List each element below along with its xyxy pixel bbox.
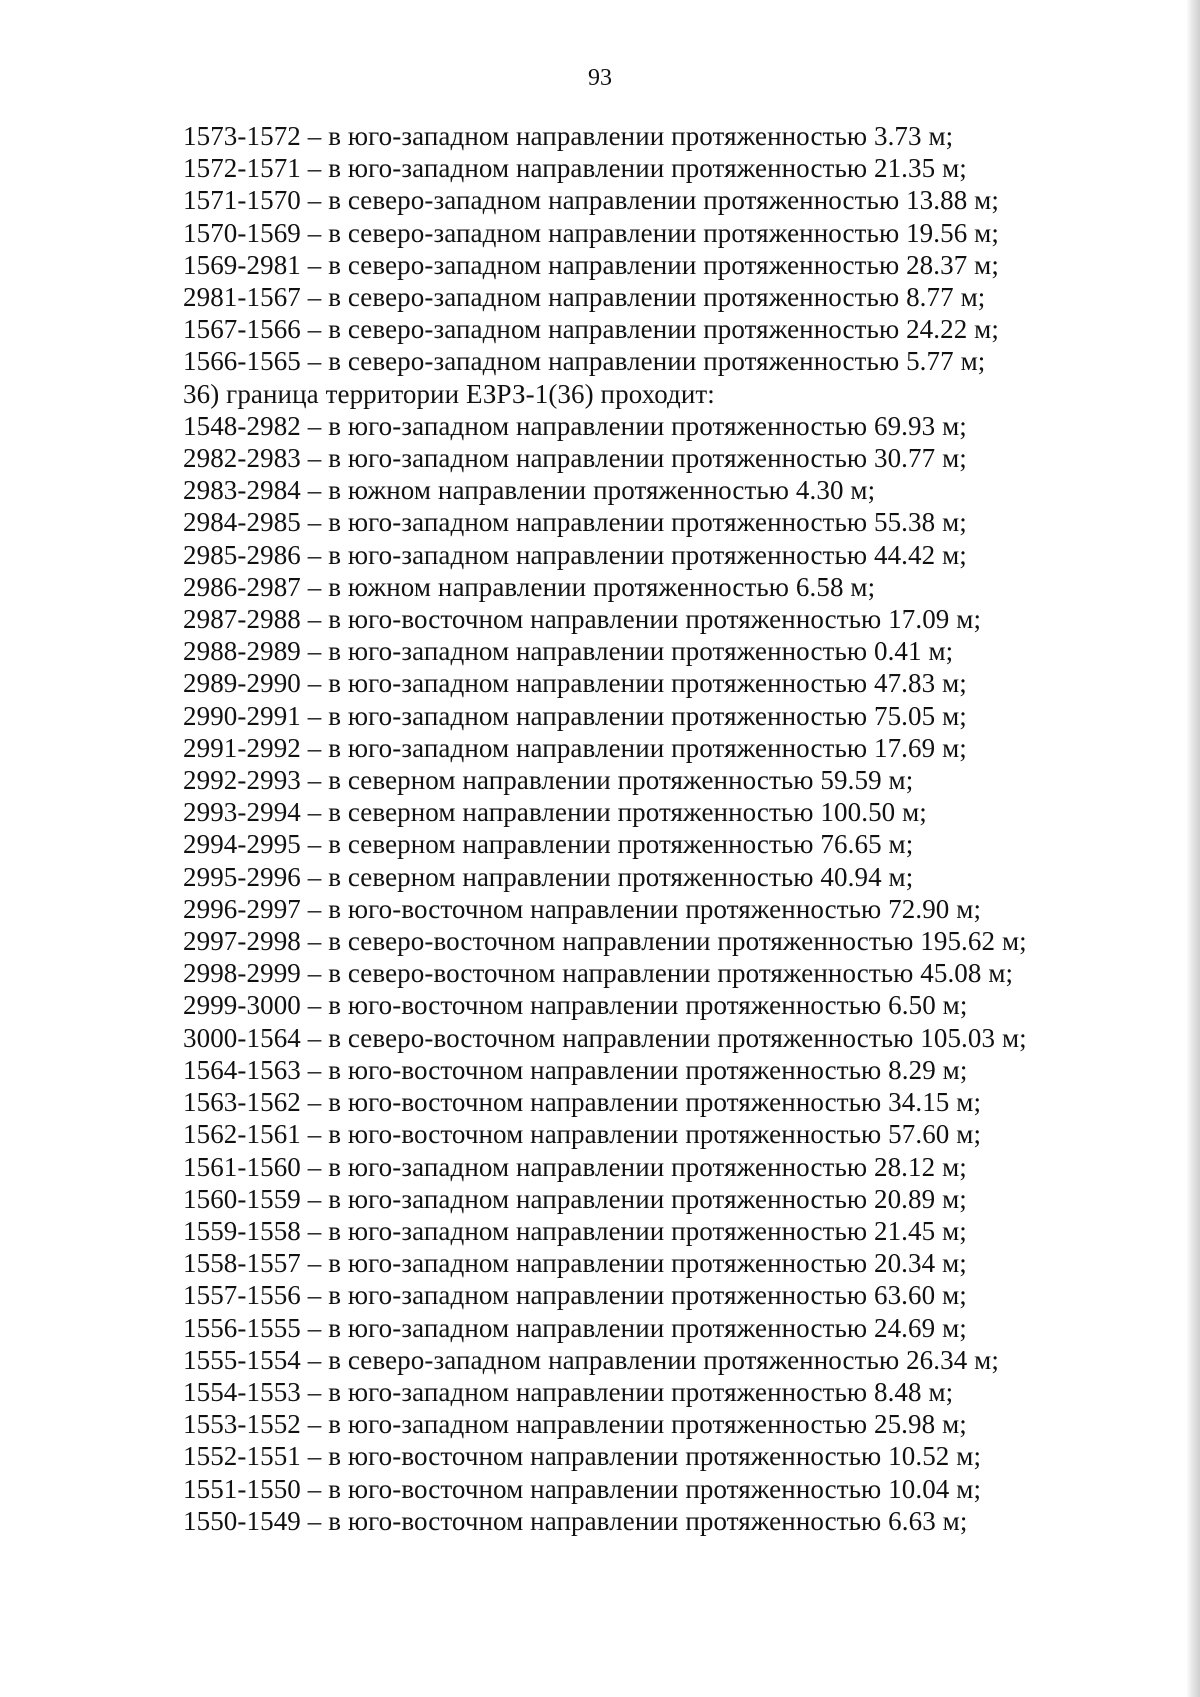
boundary-line: 1561-1560 – в юго-западном направлении протяженностью 28.12 м;	[183, 1151, 967, 1182]
boundary-line: 1557-1556 – в юго-западном направлении протяженностью 63.60 м;	[183, 1280, 967, 1311]
boundary-line: 1559-1558 – в юго-западном направлении протяженностью 21.45 м;	[183, 1215, 967, 1246]
boundary-line: 2988-2989 – в юго-западном направлении протяженностью 0.41 м;	[183, 636, 954, 667]
boundary-line: 2985-2986 – в юго-западном направлении протяженностью 44.42 м;	[183, 539, 967, 570]
boundary-line: 1548-2982 – в юго-западном направлении протяженностью 69.93 м;	[183, 410, 967, 441]
boundary-line: 1563-1562 – в юго-восточном направлении протяженностью 34.15 м;	[183, 1087, 982, 1118]
boundary-line: 1555-1554 – в северо-западном направлении протяженностью 26.34 м;	[183, 1344, 999, 1375]
boundary-line: 1572-1571 – в юго-западном направлении протяженностью 21.35 м;	[183, 153, 967, 184]
boundary-line: 2986-2987 – в южном направлении протяженностью 6.58 м;	[183, 571, 876, 602]
page-edge-shadow	[1186, 0, 1200, 1697]
boundary-line: 2987-2988 – в юго-восточном направлении протяженностью 17.09 м;	[183, 604, 982, 635]
boundary-line: 2992-2993 – в северном направлении протяженностью 59.59 м;	[183, 765, 914, 796]
boundary-line: 1571-1570 – в северо-западном направлении протяженностью 13.88 м;	[183, 185, 999, 216]
boundary-line: 2983-2984 – в южном направлении протяженностью 4.30 м;	[183, 475, 876, 506]
boundary-line: 1554-1553 – в юго-западном направлении протяженностью 8.48 м;	[183, 1376, 954, 1407]
boundary-line: 2997-2998 – в северо-восточном направлении протяженностью 195.62 м;	[183, 926, 1027, 957]
boundary-line: 36) граница территории ЕЗРЗ-1(36) проходит:	[183, 378, 715, 409]
boundary-line: 1573-1572 – в юго-западном направлении протяженностью 3.73 м;	[183, 121, 954, 151]
boundary-line: 1550-1549 – в юго-восточном направлении протяженностью 6.63 м;	[183, 1505, 968, 1536]
boundary-line: 1569-2981 – в северо-западном направлении протяженностью 28.37 м;	[183, 249, 999, 280]
boundary-line: 1566-1565 – в северо-западном направлении протяженностью 5.77 м;	[183, 346, 986, 377]
boundary-line: 1551-1550 – в юго-восточном направлении протяженностью 10.04 м;	[183, 1473, 982, 1504]
boundary-line: 1570-1569 – в северо-западном направлении протяженностью 19.56 м;	[183, 217, 999, 248]
page-number: 93	[588, 65, 612, 91]
boundary-line: 2994-2995 – в северном направлении протяженностью 76.65 м;	[183, 829, 914, 860]
boundary-line: 2989-2990 – в юго-западном направлении протяженностью 47.83 м;	[183, 668, 967, 699]
boundary-line: 2999-3000 – в юго-восточном направлении протяженностью 6.50 м;	[183, 990, 968, 1021]
boundary-line: 2981-1567 – в северо-западном направлении протяженностью 8.77 м;	[183, 282, 986, 313]
boundary-line: 1558-1557 – в юго-западном направлении протяженностью 20.34 м;	[183, 1248, 967, 1279]
boundary-line: 1567-1566 – в северо-западном направлении протяженностью 24.22 м;	[183, 314, 999, 345]
boundary-description-list	[183, 120, 1103, 1537]
boundary-line: 3000-1564 – в северо-восточном направлении протяженностью 105.03 м;	[183, 1022, 1027, 1053]
boundary-line: 2995-2996 – в северном направлении протяженностью 40.94 м;	[183, 861, 914, 892]
boundary-line: 2996-2997 – в юго-восточном направлении протяженностью 72.90 м;	[183, 893, 982, 924]
boundary-line: 2990-2991 – в юго-западном направлении протяженностью 75.05 м;	[183, 700, 967, 731]
boundary-line: 2993-2994 – в северном направлении протяженностью 100.50 м;	[183, 797, 927, 828]
boundary-line: 1564-1563 – в юго-восточном направлении протяженностью 8.29 м;	[183, 1054, 968, 1085]
boundary-line: 2984-2985 – в юго-западном направлении протяженностью 55.38 м;	[183, 507, 967, 538]
boundary-line: 1562-1561 – в юго-восточном направлении протяженностью 57.60 м;	[183, 1119, 982, 1150]
boundary-line: 1560-1559 – в юго-западном направлении протяженностью 20.89 м;	[183, 1183, 967, 1214]
boundary-line: 2991-2992 – в юго-западном направлении протяженностью 17.69 м;	[183, 732, 967, 763]
boundary-line: 1556-1555 – в юго-западном направлении протяженностью 24.69 м;	[183, 1312, 967, 1343]
boundary-line: 2998-2999 – в северо-восточном направлении протяженностью 45.08 м;	[183, 958, 1014, 989]
boundary-line: 1552-1551 – в юго-восточном направлении протяженностью 10.52 м;	[183, 1441, 982, 1472]
boundary-line: 2982-2983 – в юго-западном направлении протяженностью 30.77 м;	[183, 443, 967, 474]
boundary-line: 1553-1552 – в юго-западном направлении протяженностью 25.98 м;	[183, 1409, 967, 1440]
